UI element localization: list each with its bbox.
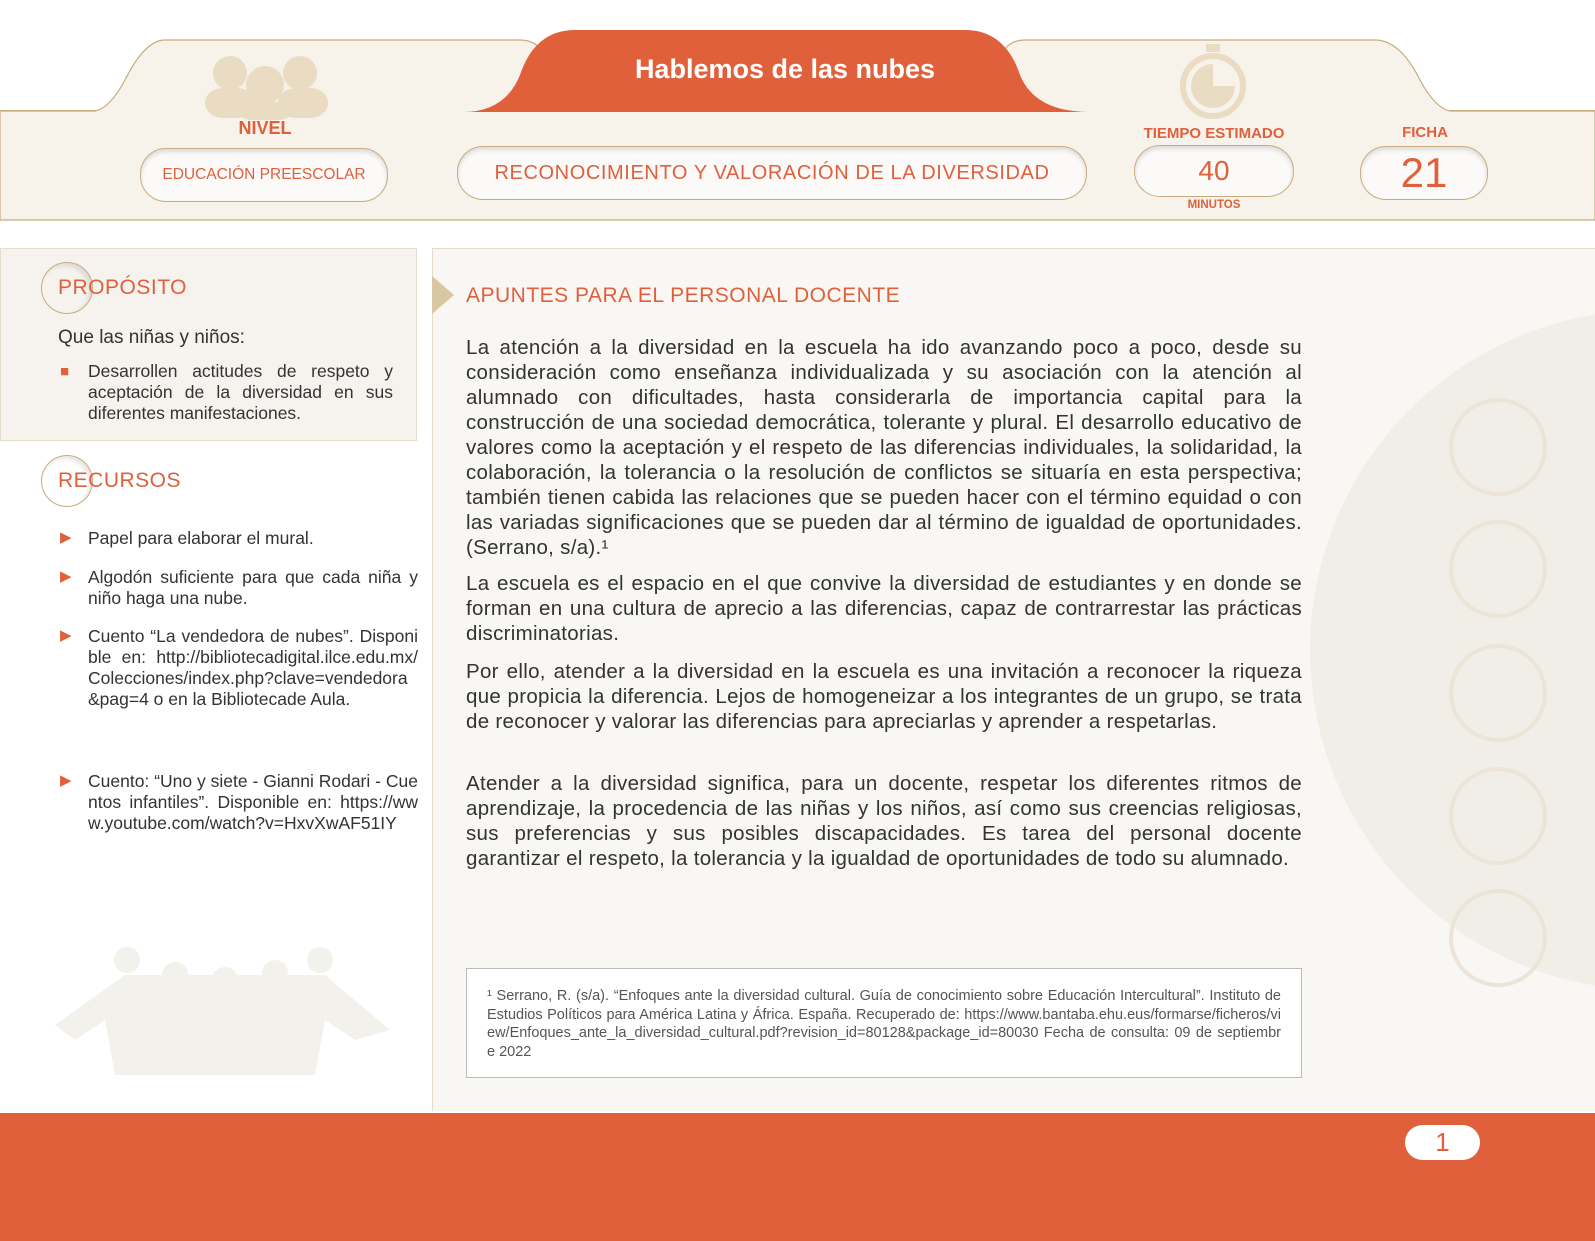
- tiempo-value: 40: [1134, 145, 1294, 197]
- recurso-item: Cuento: “Uno y siete - Gianni Rodari - Cuentos infantiles”. Disponible en: https://www.youtube.com/watch?v=HxvXwAF51IY: [88, 771, 418, 833]
- tiempo-label: TIEMPO ESTIMADO: [1143, 125, 1285, 142]
- tiempo-unit: MINUTOS: [1187, 199, 1241, 211]
- angry-face-icon: [1449, 889, 1547, 987]
- paragraph: Por ello, atender a la diversidad en la escuela es una invitación a reconocer la riqueza que propicia la diferencia. Lejos de homogeneizar a los integrantes de un grupo, se trata de reconocer y valorar las diferencias para apreciarlas y aprender a respetarlas.: [466, 660, 1302, 733]
- proposito-title: PROPÓSITO: [58, 276, 187, 299]
- nivel-label: NIVEL: [238, 118, 292, 138]
- smiling-face-icon: [1449, 520, 1547, 618]
- ficha-value: 21: [1360, 146, 1488, 200]
- footer-bar: [0, 1113, 1595, 1241]
- square-bullet-icon: ■: [60, 363, 70, 380]
- paragraph: La escuela es el espacio en el que convive la diversidad de estudiantes y en donde se forman en una cultura de aprecio a las diferencias, capaz de contrarrestar las prácticas discriminatorias.: [466, 572, 1302, 645]
- main-title: APUNTES PARA EL PERSONAL DOCENTE: [466, 284, 901, 307]
- triangle-bullet-icon: ▶: [60, 772, 72, 789]
- paragraph: Atender a la diversidad significa, para un docente, respetar los diferentes ritmos de aprendizaje, la procedencia de las niñas y los niños, así como sus creencias religiosas, sus preferencias y sus posibles discapacidades. Es tarea del personal docente garantizar el respeto, la tolerancia y la igualdad de oportunidades de todo su alumnado.: [466, 772, 1302, 870]
- footnote: ¹ Serrano, R. (s/a). “Enfoques ante la diversidad cultural. Guía de conocimiento sobre Educación Intercultural”. Instituto de Estudios Políticos para América Latina y África. España. Recuperado de: https://www.bantaba.ehu.eus/formarse/ficheros/view/Enfoques_ante_la_diversidad_cultural.pdf?revision_id=80128&package_id=80030 Fecha de consulta: 09 de septiembre 2022: [466, 968, 1302, 1078]
- triangle-bullet-icon: ▶: [60, 627, 72, 644]
- page-number: 1: [1405, 1125, 1480, 1160]
- recurso-item: Cuento “La vendedora de nubes”. Disponible en: http://bibliotecadigital.ilce.edu.mx/Colecciones/index.php?clave=vendedora&pag=4 o en la Bibliotecade Aula.: [88, 626, 418, 709]
- proposito-item: Desarrollen actitudes de respeto y aceptación de la diversidad en sus diferentes manifestaciones.: [88, 361, 393, 423]
- tema-value: RECONOCIMIENTO Y VALORACIÓN DE LA DIVERSIDAD: [457, 146, 1087, 200]
- triangle-bullet-icon: ▶: [60, 568, 72, 585]
- recurso-item: Algodón suficiente para que cada niña y niño haga una nube.: [88, 567, 418, 608]
- children-silhouette-icon: [55, 945, 395, 1080]
- laughing-face-icon: [1449, 398, 1547, 496]
- recursos-title: RECURSOS: [58, 469, 182, 492]
- triangle-bullet-icon: ▶: [60, 529, 72, 546]
- neutral-face-icon: [1449, 644, 1547, 742]
- proposito-intro: Que las niñas y niños:: [58, 327, 245, 348]
- ficha-label: FICHA: [1402, 124, 1448, 141]
- sad-face-icon: [1449, 767, 1547, 865]
- page-title: Hablemos de las nubes: [634, 54, 936, 84]
- nivel-value: EDUCACIÓN PREESCOLAR: [140, 148, 388, 202]
- paragraph: La atención a la diversidad en la escuela ha ido avanzando poco a poco, desde su consideración como enseñanza individualizada y su asociación con la atención al alumnado con dificultades, hasta considerarla de importancia capital para la construcción de una sociedad democrática, tolerante y plural. El desarrollo educativo de valores como la aceptación y el respeto de las diferencias individuales, la solidaridad, la colaboración, la tolerancia o la resolución de conflictos se situaría en esta perspectiva; también tienen cabida las relaciones que se pueden hacer con el término equidad o con las variadas significaciones que se pueden dar al término de igualdad de oportunidades. (Serrano, s/a).¹: [466, 336, 1302, 559]
- recurso-item: Papel para elaborar el mural.: [88, 528, 314, 548]
- section-arrow-icon: [432, 276, 456, 316]
